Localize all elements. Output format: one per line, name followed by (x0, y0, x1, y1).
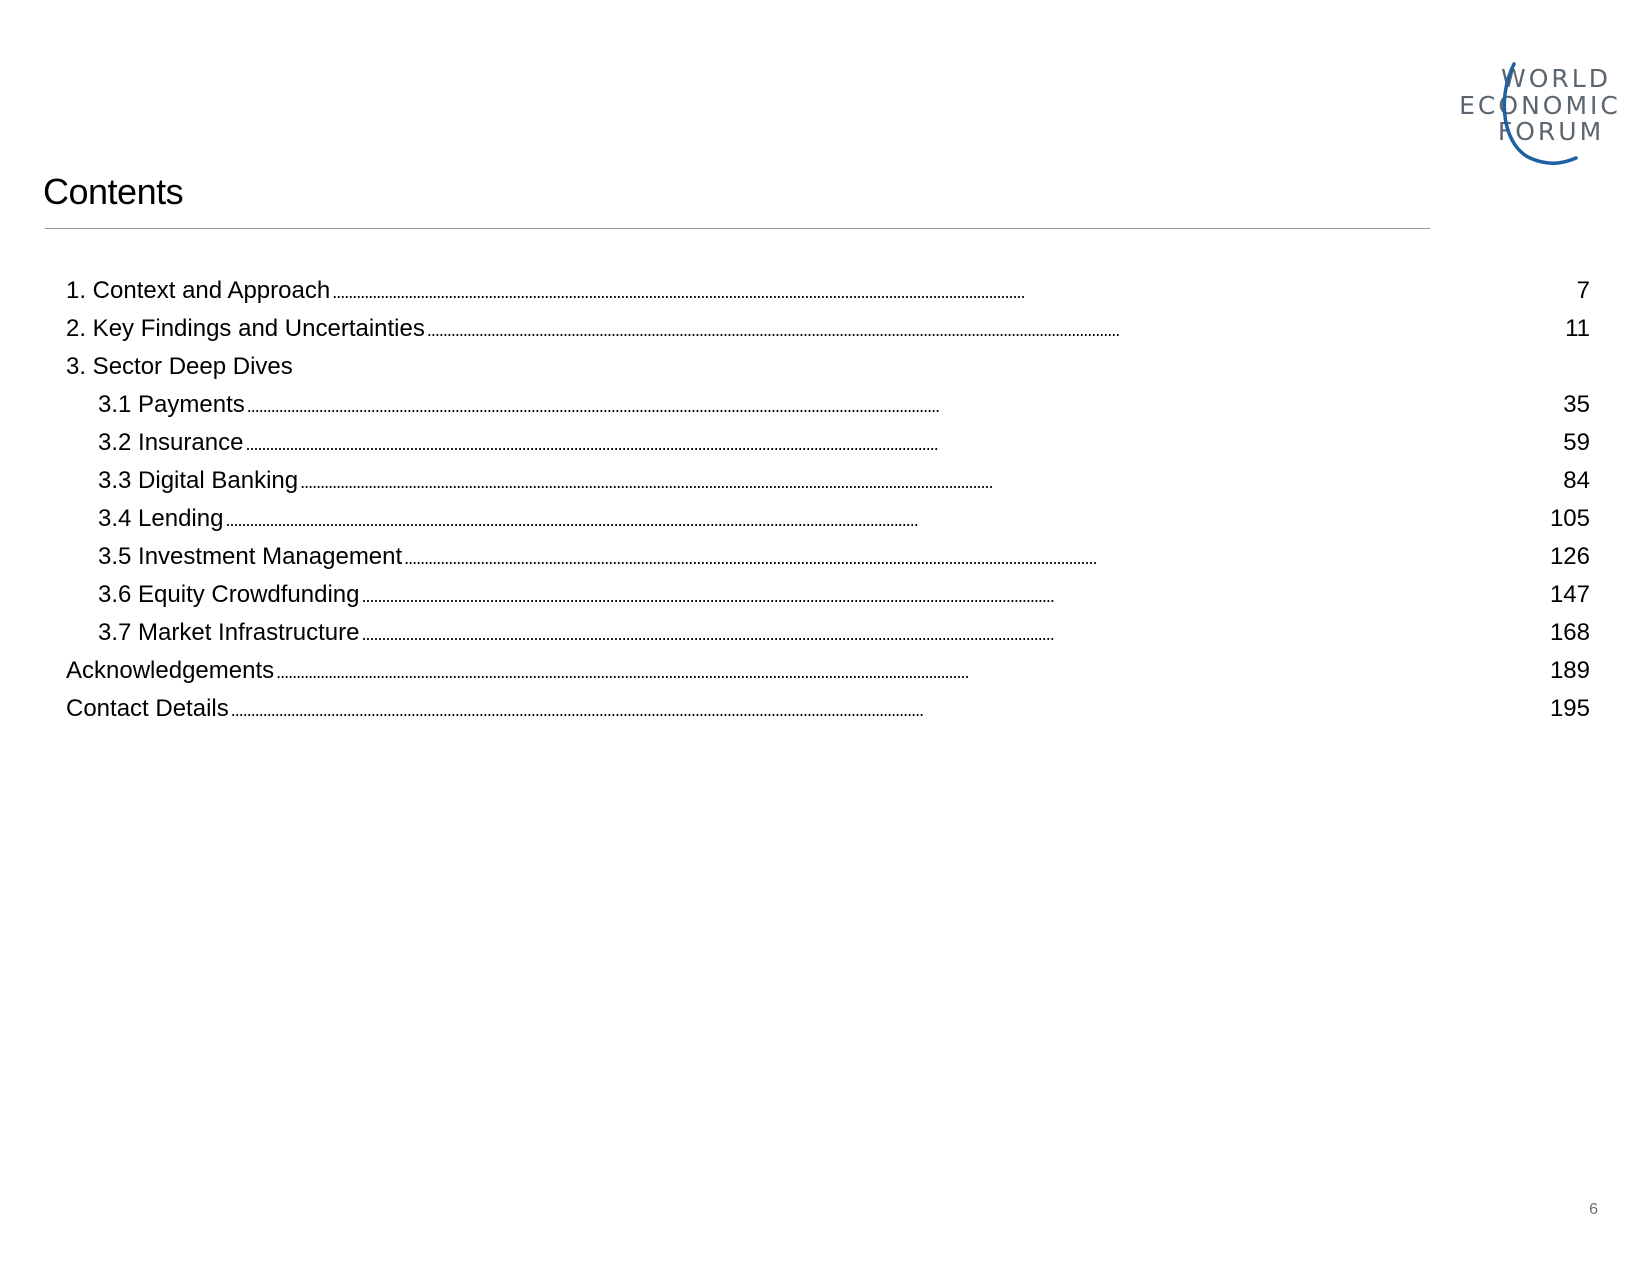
toc-entry[interactable] (66, 500, 1590, 538)
toc-entry-label: 3.2 Insurance (98, 429, 244, 456)
toc-entry[interactable] (66, 424, 1590, 462)
toc-dot-leader (247, 387, 1538, 425)
toc-entry-page-number: 189 (1549, 657, 1590, 684)
toc-dot-leader (361, 615, 1538, 653)
toc-entry-label: 3. Sector Deep Dives (66, 353, 293, 380)
toc-entry-page-number: 59 (1563, 429, 1590, 456)
toc-dot-leader (362, 577, 1539, 615)
world-economic-forum-logo (1452, 60, 1628, 172)
toc-entry-page-number: 35 (1563, 391, 1590, 418)
toc-dot-leader (225, 501, 1538, 539)
toc-dot-leader (332, 273, 1538, 311)
toc-entry[interactable] (66, 348, 1590, 386)
page-number: 6 (1589, 1201, 1598, 1218)
toc-entry[interactable] (66, 652, 1590, 690)
toc-entry-page-number: 84 (1563, 467, 1590, 494)
logo-text: ECONOMIC (1459, 91, 1621, 120)
toc-entry-page-number: 147 (1549, 581, 1590, 608)
page-title: Contents (43, 171, 184, 212)
toc-entry-page-number: 7 (1576, 277, 1590, 304)
toc-dot-leader (300, 463, 1538, 501)
toc-entry-page-number: 195 (1549, 695, 1590, 722)
toc-entry[interactable] (66, 386, 1590, 424)
toc-entry-label: 3.1 Payments (98, 391, 245, 418)
toc-entry[interactable] (66, 690, 1590, 728)
toc-entry-page-number: 11 (1565, 315, 1590, 342)
table-of-contents (66, 272, 1590, 728)
title-divider (45, 228, 1430, 229)
toc-entry[interactable] (66, 310, 1590, 348)
toc-entry-page-number: 126 (1549, 543, 1590, 570)
logo-text: FORUM (1497, 117, 1605, 146)
logo-text: WORLD (1501, 64, 1611, 93)
toc-entry-page-number: 105 (1549, 505, 1590, 532)
toc-entry-label: 3.5 Investment Management (98, 543, 403, 570)
toc-dot-leader (276, 653, 1538, 691)
toc-dot-leader (231, 691, 1538, 729)
toc-entry-label: 3.3 Digital Banking (98, 467, 299, 494)
toc-entry-page-number: 168 (1549, 619, 1590, 646)
toc-dot-leader (404, 539, 1538, 577)
toc-entry-label: 3.7 Market Infrastructure (98, 619, 360, 646)
toc-entry[interactable] (66, 462, 1590, 500)
toc-entry[interactable] (66, 614, 1590, 652)
toc-entry-label: 3.4 Lending (98, 505, 224, 532)
toc-entry-label: 3.6 Equity Crowdfunding (98, 581, 360, 608)
toc-entry[interactable] (66, 576, 1590, 614)
toc-entry[interactable] (66, 538, 1590, 576)
toc-entry-label: Acknowledgements (66, 657, 275, 684)
toc-entry-label: Contact Details (66, 695, 229, 722)
toc-entry-label: 1. Context and Approach (66, 277, 331, 304)
toc-entry-label: 2. Key Findings and Uncertainties (66, 315, 425, 342)
toc-dot-leader (427, 311, 1538, 349)
toc-entry[interactable] (66, 272, 1590, 310)
toc-dot-leader (245, 425, 1538, 463)
